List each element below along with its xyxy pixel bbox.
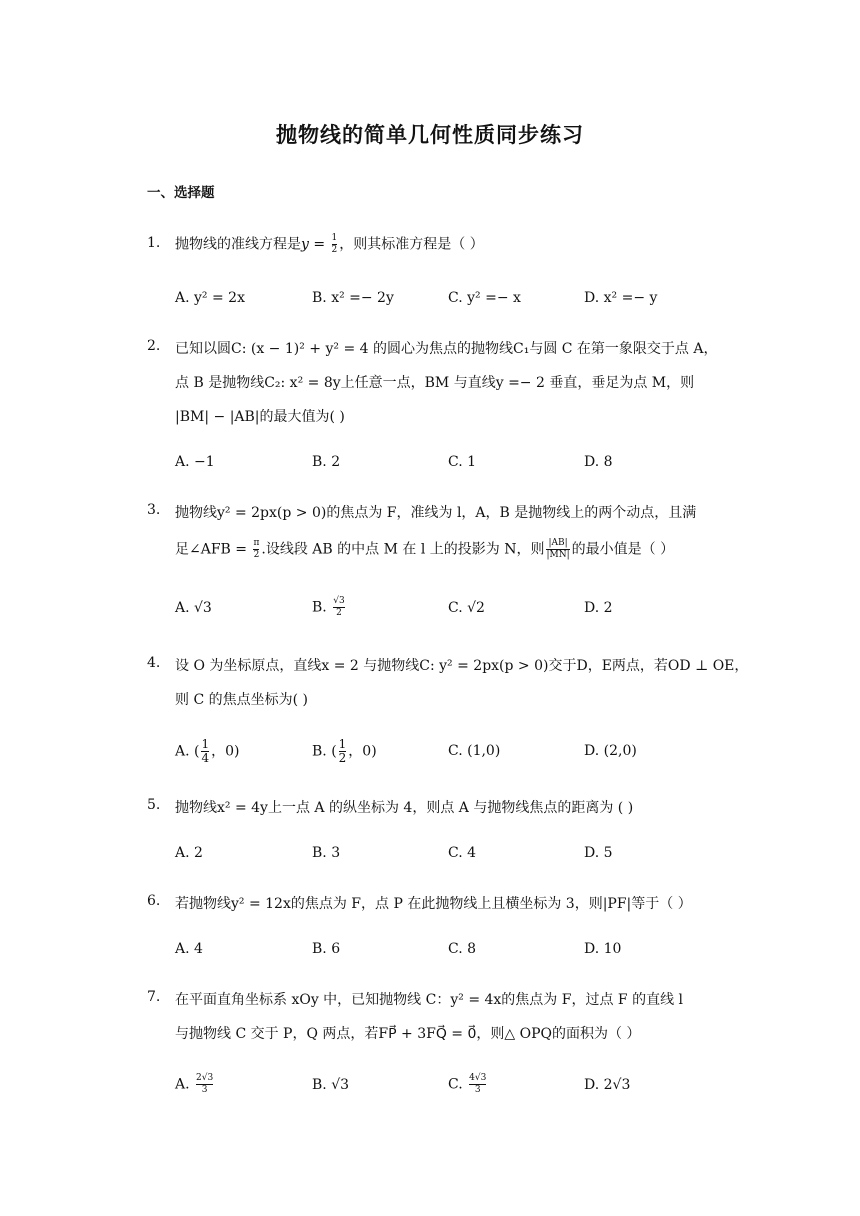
option-b[interactable]: B. √3 xyxy=(312,1077,350,1093)
option-d[interactable]: D. (2,0) xyxy=(584,743,637,759)
fraction xyxy=(469,1073,486,1096)
question-2-line-1: 已知以圆C: (x − 1)² + y² = 4 的圆心为焦点的抛物线C₁与圆 C 在第一象限交于点 A， xyxy=(175,341,718,357)
option-a[interactable] xyxy=(175,738,240,765)
option-b[interactable]: B. x² =− 2y xyxy=(312,290,394,306)
fraction xyxy=(332,233,338,256)
question-text-part: 抛物线的准线方程是 xyxy=(175,236,301,253)
fraction xyxy=(546,538,569,561)
question-number: 5. xyxy=(147,797,161,813)
question-6-line-1: 若抛物线y² = 12x的焦点为 F，点 P 在此抛物线上且横坐标为 3，则|PF|等于（ ） xyxy=(175,896,692,912)
fraction-denominator: 3 xyxy=(474,1085,481,1095)
option-a[interactable] xyxy=(175,1073,215,1096)
question-3-line-2 xyxy=(175,538,674,561)
fraction xyxy=(333,596,344,619)
option-b[interactable]: B. 3 xyxy=(312,845,341,861)
option-a[interactable]: A. −1 xyxy=(175,454,215,470)
option-text: ，0) xyxy=(348,743,377,760)
option-d[interactable]: D. 8 xyxy=(584,454,613,470)
question-3-line-1: 抛物线y² = 2px(p > 0)的焦点为 F，准线为 l，A，B 是抛物线上的两个动点，且满 xyxy=(175,505,697,521)
math-expression: y = xyxy=(301,236,330,253)
question-number: 1. xyxy=(147,235,161,251)
fraction-denominator: 2 xyxy=(331,245,338,255)
option-d[interactable]: D. 2√3 xyxy=(584,1077,631,1093)
option-a[interactable]: A. √3 xyxy=(175,600,212,616)
question-4-line-2: 则 C 的焦点坐标为( ) xyxy=(175,692,308,708)
question-text-part: 的最小值是（ ） xyxy=(571,541,675,558)
fraction-numerator: π xyxy=(253,538,260,548)
fraction-numerator: √3 xyxy=(333,596,345,606)
option-b[interactable]: B. 6 xyxy=(312,941,341,957)
option-c[interactable]: C. (1,0) xyxy=(448,743,501,759)
fraction xyxy=(253,538,259,561)
fraction-numerator: 1 xyxy=(331,233,338,243)
question-number: 2. xyxy=(147,338,161,354)
fraction-numerator: 1 xyxy=(201,737,210,751)
page-title: 抛物线的简单几何性质同步练习 xyxy=(276,123,584,147)
option-c[interactable] xyxy=(448,1073,488,1096)
fraction xyxy=(201,738,209,765)
option-c[interactable]: C. √2 xyxy=(448,600,485,616)
question-7-line-1: 在平面直角坐标系 xOy 中，已知抛物线 C：y² = 4x的焦点为 F，过点 F 的直线 l xyxy=(175,992,684,1008)
question-7-line-2: 与抛物线 C 交于 P，Q 两点，若FP⃗ + 3FQ⃗ = 0⃗，则△ OPQ的面积为（ ） xyxy=(175,1026,641,1042)
question-number: 3. xyxy=(147,502,161,518)
option-text: B. ( xyxy=(312,743,337,760)
option-text: A. ( xyxy=(175,743,200,760)
option-text: C. xyxy=(448,1076,468,1093)
fraction-denominator: 2 xyxy=(336,608,342,618)
fraction-denominator: |MN| xyxy=(546,550,570,560)
option-c[interactable]: C. y² =− x xyxy=(448,290,521,306)
fraction-numerator: 4√3 xyxy=(469,1073,487,1083)
option-b[interactable]: B. 2 xyxy=(312,454,341,470)
question-number: 7. xyxy=(147,989,161,1005)
question-1-text xyxy=(175,233,484,256)
option-b[interactable]: B. $\frac{√3}{2}$ xyxy=(312,596,345,618)
fraction-numerator: 2√3 xyxy=(196,1073,214,1083)
option-a[interactable]: A. 2 xyxy=(175,845,203,861)
option-a[interactable]: A. 4 xyxy=(175,941,203,957)
question-2-line-2: 点 B 是抛物线C₂: x² = 8y上任意一点，BM 与直线y =− 2 垂直，垂足为点 M，则 xyxy=(175,375,695,391)
option-text: ，0) xyxy=(211,743,240,760)
option-d[interactable]: D. 5 xyxy=(584,845,613,861)
fraction-denominator: 4 xyxy=(201,751,210,765)
question-number: 4. xyxy=(147,655,161,671)
question-text-part: 足∠AFB = xyxy=(175,541,252,558)
question-text-part: .设线段 AB 的中点 M 在 l 上的投影为 N，则 xyxy=(261,541,545,558)
fraction-denominator: 2 xyxy=(253,550,260,560)
option-d[interactable]: D. x² =− y xyxy=(584,290,658,306)
fraction-numerator: 1 xyxy=(338,737,347,751)
question-2-line-3: |BM| − |AB|的最大值为( ) xyxy=(175,409,345,425)
question-number: 6. xyxy=(147,893,161,909)
section-heading: 一、选择题 xyxy=(147,185,215,201)
question-text-part: ，则其标准方程是（ ） xyxy=(339,236,484,253)
fraction-denominator: 2 xyxy=(338,751,347,765)
option-c[interactable]: C. 1 xyxy=(448,454,477,470)
fraction-numerator: |AB| xyxy=(548,538,568,548)
question-5-line-1: 抛物线x² = 4y上一点 A 的纵坐标为 4，则点 A 与抛物线焦点的距离为 ( ) xyxy=(175,800,634,816)
option-c[interactable]: C. 8 xyxy=(448,941,477,957)
option-c[interactable]: C. 4 xyxy=(448,845,477,861)
option-d[interactable]: D. 10 xyxy=(584,941,622,957)
question-4-line-1: 设 O 为坐标原点，直线x = 2 与抛物线C: y² = 2px(p > 0)交于D，E两点，若OD ⊥ OE， xyxy=(175,658,749,674)
option-text: A. xyxy=(175,1076,195,1093)
fraction xyxy=(339,738,347,765)
option-d[interactable]: D. 2 xyxy=(584,600,613,616)
option-a[interactable]: A. y² = 2x xyxy=(175,290,245,306)
option-b[interactable] xyxy=(312,738,377,765)
fraction-denominator: 3 xyxy=(201,1085,208,1095)
fraction xyxy=(196,1073,213,1096)
